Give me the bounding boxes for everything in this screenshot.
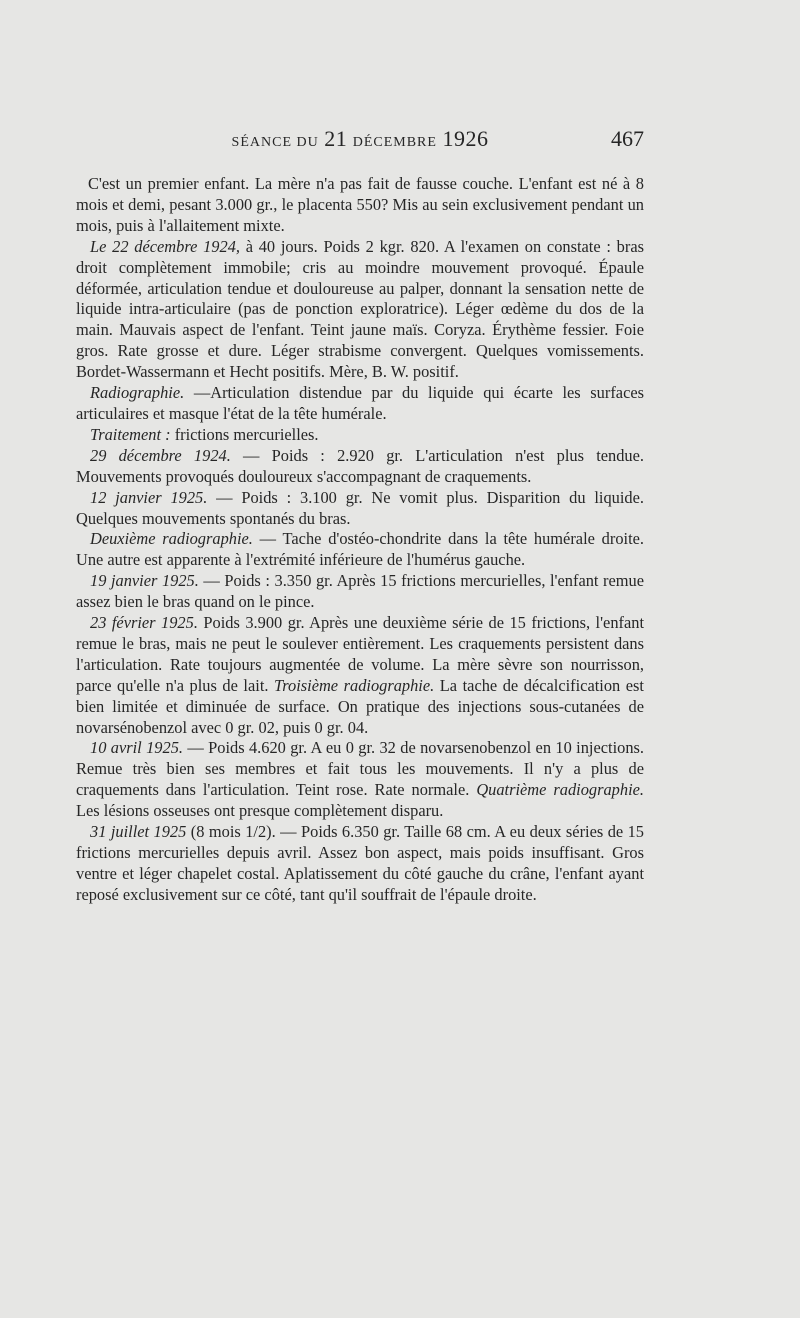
paragraph-date-label: 31 juillet 1925	[90, 822, 187, 842]
paragraph-23-fevrier	[76, 613, 644, 738]
paragraph-10-avril	[76, 738, 644, 822]
paragraph-text: C'est un premier enfant. La mère n'a pas fait de fausse couche. L'enfant est né à 8 mois et demi, pesant 3.000 gr., le placenta 550? Mis au sein exclusivement pendant un mois, puis à l'allaitement mixte.	[76, 174, 644, 235]
paragraph-date-label: 23 février 1925.	[90, 613, 198, 633]
paragraph-text: — Poids : 3.100 gr. Ne vomit plus. Disparition du liquide. Quelques mouvements spontanés du bras.	[76, 487, 644, 528]
paragraph-text: (8 mois 1/2). — Poids 6.350 gr. Taille 68 cm. A eu deux séries de 15 frictions mercurielles depuis avril. Assez bon aspect, mais poids insuffisant. Gros ventre et léger chapelet costal. Aplatissement du côté gauche du crâne, l'enfant ayant reposé exclusivement sur ce côté, tant qu'il souffrait de l'épaule droite.	[76, 822, 645, 904]
paragraph-heading-label: Deuxième radiographie.	[90, 529, 253, 549]
paragraph-radiographie	[76, 383, 644, 425]
paragraph-date-label: 12 janvier 1925.	[90, 487, 208, 507]
paragraph-text: — Poids : 2.920 gr. L'articulation n'est plus tendue. Mouvements provoqués douloureux s'accompagnant de craquements.	[76, 445, 644, 486]
paragraph-date-label: Le 22 décembre 1924,	[90, 236, 240, 256]
paragraph-date-label: 19 janvier 1925.	[90, 571, 199, 591]
running-title-month: DÉCEMBRE	[352, 135, 437, 150]
page-number: 467	[611, 126, 644, 151]
paragraph-date-label: 10 avril 1925.	[90, 738, 183, 758]
body-text	[76, 174, 644, 906]
paragraph-text: — Poids 4.620 gr. A eu 0 gr. 32 de novarsenobenzol en 10 injections. Remue très bien ses membres et fait tous les mouvements. Il n'y a plus de craquements dans l'articulation. Teint rose. Rate normale.	[76, 738, 644, 800]
paragraph-date-label: 29 décembre 1924.	[90, 445, 231, 465]
paragraph-12-janvier	[76, 488, 644, 530]
paragraph-text: —Articulation distendue par du liquide qui écarte les surfaces articulaires et masque l'état de la tête humérale.	[76, 383, 644, 423]
paragraph-intro	[76, 174, 644, 237]
paragraph-29-decembre	[76, 446, 644, 488]
paragraph-heading-label: Radiographie.	[90, 383, 185, 403]
paragraph-text: — Poids : 3.350 gr. Après 15 frictions mercurielles, l'enfant remue assez bien le bras quand on le pince.	[76, 571, 644, 612]
running-title-day: 21	[324, 126, 348, 151]
paragraph-text: — Tache d'ostéo-chondrite dans la tête humérale droite. Une autre est apparente à l'extrémité inférieure de l'humérus gauche.	[76, 529, 644, 570]
paragraph-inline-heading: Quatrième radiographie.	[476, 780, 644, 800]
paragraph-text: frictions mercurielles.	[170, 424, 319, 444]
paragraph-traitement	[76, 425, 644, 446]
running-title	[76, 126, 644, 152]
running-title-year: 1926	[442, 126, 489, 151]
paragraph-inline-heading: Troisième radiographie.	[274, 675, 435, 695]
paragraph-19-janvier	[76, 571, 644, 613]
paragraph-heading-label: Traitement :	[90, 424, 171, 444]
running-title-seance: SÉANCE DU	[231, 135, 319, 150]
paragraph-22-decembre	[76, 237, 644, 383]
paragraph-deuxieme-radiographie	[76, 529, 644, 571]
paragraph-text-continued: Les lésions osseuses ont presque complètement disparu.	[76, 801, 444, 821]
page-header	[76, 126, 644, 162]
paragraph-text-continued: La tache de décalcification est bien limitée et diminuée de surface. On pratique des injections sous-cutanées de novarsénobenzol avec 0 gr. 02, puis 0 gr. 04.	[76, 675, 644, 737]
paragraph-31-juillet	[76, 822, 644, 906]
paragraph-text: à 40 jours. Poids 2 kgr. 820. A l'examen on constate : bras droit complètement immobile; cris au moindre mouvement provoqué. Épaule déformée, articulation tendue et douloureuse au palper, donnant la sensation nette de liquide intra-articulaire (pas de ponction exploratrice). Léger œdème du dos de la main. Mauvais aspect de l'enfant. Teint jaune maïs. Coryza. Érythème fessier. Foie gros. Rate grosse et dure. Léger strabisme convergent. Quelques vomissements. Bordet-Wassermann et Hecht positifs. Mère, B. W. positif.	[76, 236, 644, 382]
paragraph-text: Poids 3.900 gr. Après une deuxième série de 15 frictions, l'enfant remue le bras, mais ne peut le soulever entièrement. Les craquements persistent dans l'articulation. Rate toujours augmentée de volume. La mère sèvre son nourrisson, parce qu'elle n'a plus de lait.	[76, 613, 645, 695]
